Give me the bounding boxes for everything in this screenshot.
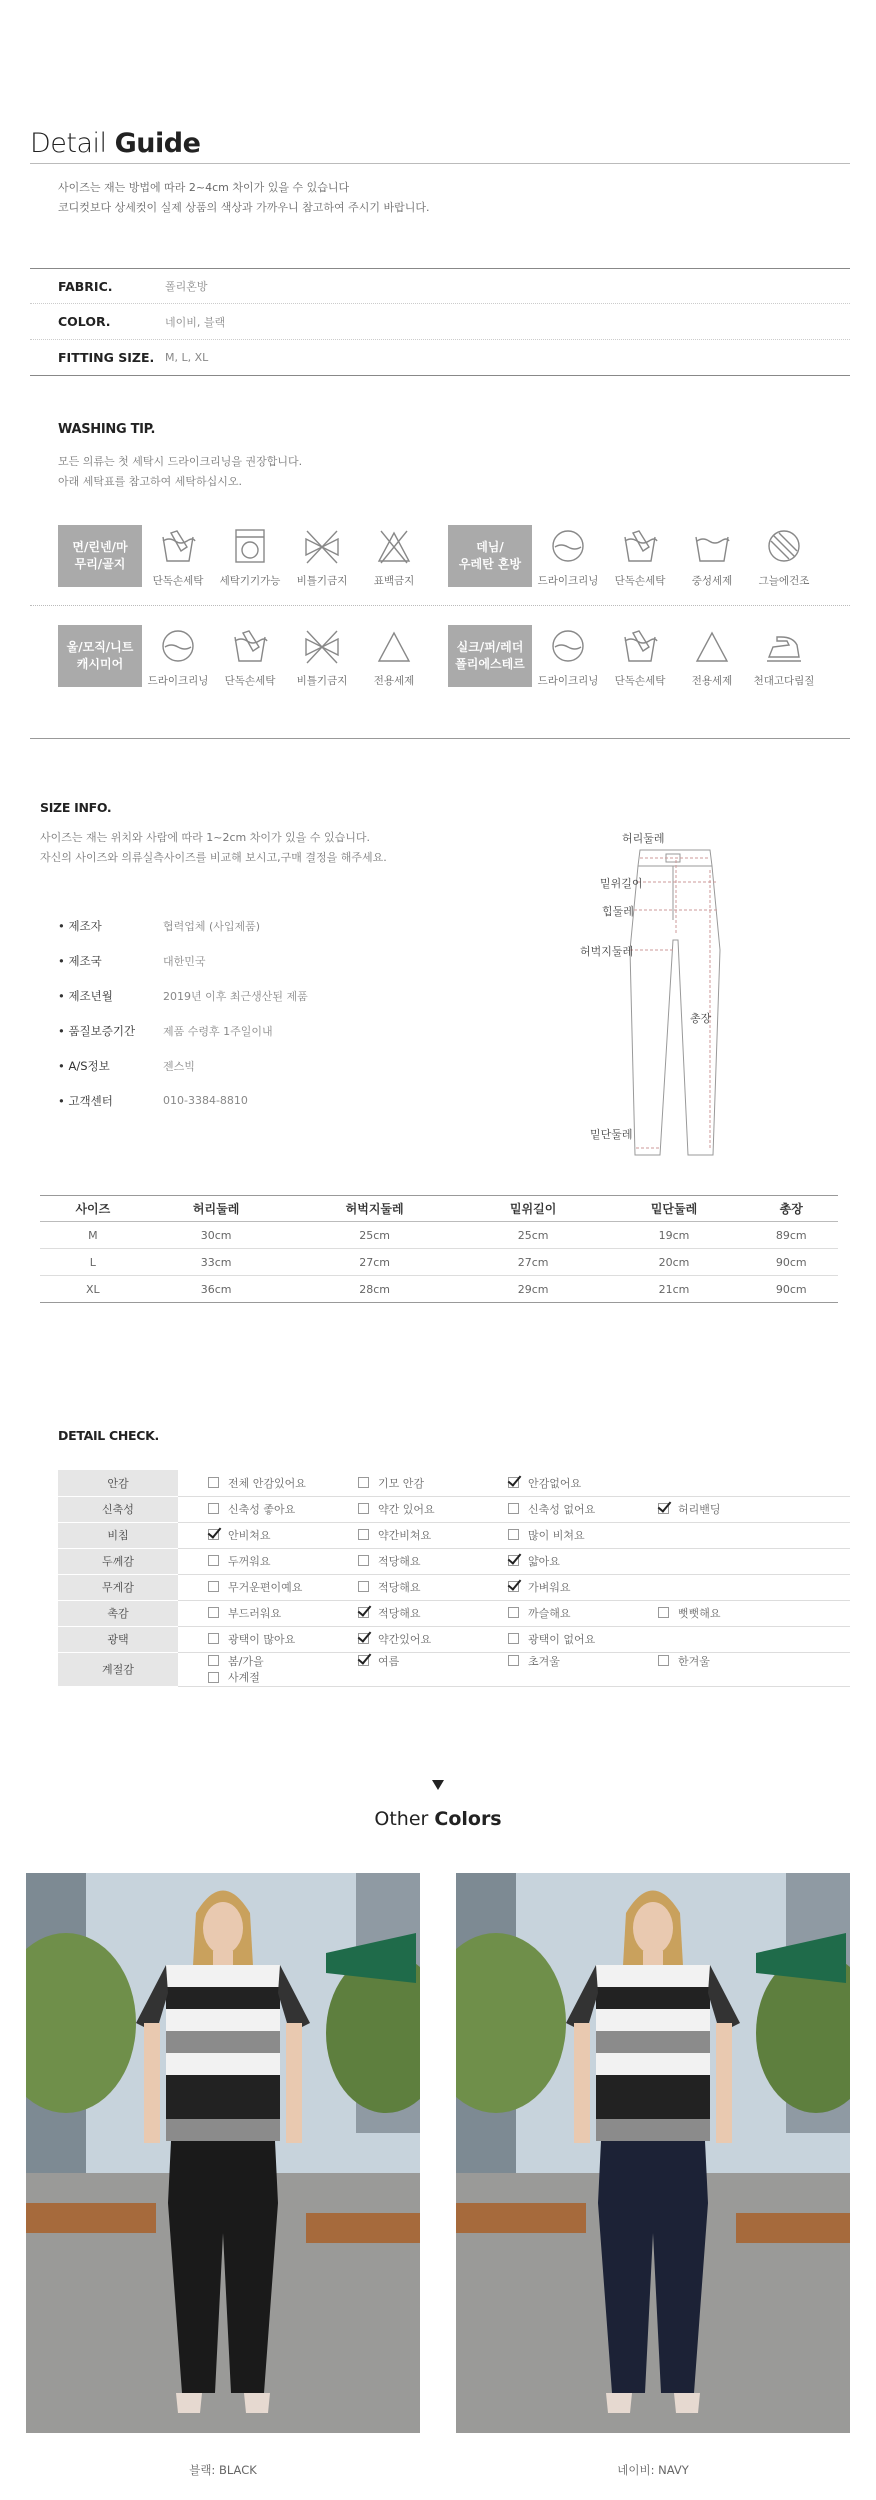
table-row [40, 1249, 838, 1276]
washing-item-label: 비틀기금지 [296, 575, 348, 587]
spec-value: 대한민국 [163, 954, 206, 968]
no-twist-icon [301, 525, 343, 567]
color-label: COLOR. [58, 314, 111, 329]
checkbox[interactable] [508, 1529, 519, 1540]
detail-check-option[interactable] [628, 1653, 758, 1669]
hand-wash-icon [157, 525, 199, 567]
detail-check-option[interactable] [178, 1527, 328, 1543]
washing-item-label: 단독손세탁 [152, 575, 204, 587]
checkbox[interactable] [208, 1529, 219, 1540]
size-table-cell: 25cm [463, 1222, 604, 1249]
table-row [40, 1222, 838, 1249]
option-label: 두꺼워요 [228, 1554, 271, 1568]
washing-item [142, 525, 214, 588]
black-caption: 블랙: BLACK [189, 2463, 257, 2477]
bench [306, 2213, 420, 2243]
spec-label: • 제조국 [58, 953, 163, 969]
washing-item-label: 단독손세탁 [614, 675, 666, 687]
washing-divider [30, 605, 850, 606]
detail-check-options [178, 1626, 850, 1652]
detail-check-option[interactable] [328, 1475, 478, 1491]
washing-text-line: 모든 의류는 첫 세탁시 드라이크리닝을 권장합니다. [58, 455, 303, 468]
top-stripe [166, 2053, 280, 2075]
black-color-photo [26, 1873, 420, 2433]
detail-check-option[interactable] [178, 1669, 278, 1685]
detail-check-option[interactable] [478, 1631, 628, 1647]
option-label: 많이 비쳐요 [528, 1528, 585, 1542]
washing-item-label: 전용세제 [691, 675, 733, 687]
detail-check-option[interactable] [178, 1501, 328, 1517]
detail-check-option[interactable] [178, 1605, 328, 1621]
detail-check-category: 촉감 [58, 1600, 178, 1626]
color-value: 네이비, 블랙 [165, 315, 226, 329]
washing-item [532, 625, 604, 688]
detail-check-category: 신축성 [58, 1496, 178, 1522]
product-spec-list [58, 908, 478, 1118]
size-info-text [40, 828, 387, 868]
option-label: 여름 [378, 1654, 400, 1668]
washing-title: WASHING TIP. [58, 422, 156, 437]
checkbox[interactable] [658, 1607, 669, 1618]
fitting-size-row [30, 340, 850, 376]
option-label: 약간비쳐요 [378, 1528, 432, 1542]
hand-wash-icon [229, 625, 271, 667]
down-arrow-icon [432, 1780, 444, 1790]
washing-item [604, 525, 676, 588]
detail-check-category: 계절감 [58, 1652, 178, 1686]
washing-item-label: 전용세제 [373, 675, 415, 687]
option-label: 광택이 없어요 [528, 1632, 596, 1646]
detail-check-options [178, 1574, 850, 1600]
top-stripe [166, 2009, 280, 2031]
detail-check-options [178, 1652, 850, 1686]
hand-wash-icon [619, 625, 661, 667]
size-table-cell: 33cm [146, 1249, 287, 1276]
size-table-cell: XL [40, 1276, 146, 1303]
spec-row [58, 1013, 478, 1048]
washing-item-label: 그늘에건조 [758, 575, 810, 587]
shade-dry-icon [763, 525, 805, 567]
detail-check-table [58, 1470, 850, 1687]
detail-check-category: 광택 [58, 1626, 178, 1652]
detail-check-option[interactable] [178, 1653, 328, 1669]
checkbox[interactable] [208, 1503, 219, 1514]
option-label: 까슬해요 [528, 1606, 571, 1620]
option-label: 안감없어요 [528, 1476, 582, 1490]
option-label: 한겨울 [678, 1654, 710, 1668]
waist-label: 허리둘레 [622, 832, 665, 845]
option-label: 기모 안감 [378, 1476, 425, 1490]
checkbox[interactable] [358, 1503, 369, 1514]
detail-check-option[interactable] [328, 1553, 478, 1569]
top-stripe [166, 2031, 280, 2053]
option-label: 봄/가을 [228, 1654, 264, 1668]
detail-check-option[interactable] [178, 1631, 328, 1647]
washing-category-label: 면/린넨/마 무리/골지 [58, 525, 142, 587]
checkbox[interactable] [358, 1581, 369, 1592]
fitting-size-value: M, L, XL [165, 351, 209, 364]
washing-item [676, 625, 748, 688]
dry-clean-icon [547, 625, 589, 667]
checkbox[interactable] [358, 1655, 369, 1666]
navy-color-photo [456, 1873, 850, 2433]
size-table-cell: 29cm [463, 1276, 604, 1303]
length-label: 총장 [690, 1012, 712, 1025]
option-label: 적당해요 [378, 1554, 421, 1568]
detail-check-category: 두께감 [58, 1548, 178, 1574]
washing-text-line: 아래 세탁표를 참고하여 세탁하십시오. [58, 475, 243, 488]
detail-check-row [58, 1496, 850, 1522]
size-table-header-cell: 사이즈 [40, 1196, 146, 1222]
option-label: 광택이 많아요 [228, 1632, 296, 1646]
detail-check-category: 비침 [58, 1522, 178, 1548]
washing-item [214, 525, 286, 588]
top-stripe [596, 2075, 710, 2097]
size-table-cell: M [40, 1222, 146, 1249]
detail-check-category: 무게감 [58, 1574, 178, 1600]
detail-check-options [178, 1496, 850, 1522]
spec-value: 제품 수령후 1주일이내 [163, 1024, 273, 1038]
spec-label: • 품질보증기간 [58, 1023, 163, 1039]
detail-check-option[interactable] [328, 1501, 478, 1517]
washing-item [142, 625, 214, 688]
detail-check-option[interactable] [178, 1475, 328, 1491]
washing-item [532, 525, 604, 588]
spec-row [58, 1048, 478, 1083]
checkbox[interactable] [358, 1477, 369, 1488]
detail-check-option[interactable] [328, 1605, 478, 1621]
detail-check-option[interactable] [478, 1653, 628, 1669]
top-stripe [596, 1965, 710, 1987]
face [633, 1902, 673, 1954]
top-stripe [166, 1987, 280, 2009]
washing-item-label: 단독손세탁 [614, 575, 666, 587]
hip-label: 힙둘레 [602, 905, 634, 918]
special-detergent-icon [691, 625, 733, 667]
size-table [40, 1195, 838, 1303]
size-table-cell: 25cm [287, 1222, 463, 1249]
other-colors-title: Other Colors [374, 1808, 502, 1830]
checkbox[interactable] [208, 1581, 219, 1592]
arm [574, 2023, 590, 2143]
checkbox[interactable] [508, 1503, 519, 1514]
spec-value: 협력업체 (사입제품) [163, 919, 261, 933]
washing-item [748, 525, 820, 588]
option-label: 부드러워요 [228, 1606, 282, 1620]
washing-category-label: 울/모직/니트 캐시미어 [58, 625, 142, 687]
washing-item-label: 드라이크리닝 [147, 675, 209, 687]
shoe [606, 2393, 632, 2413]
arm [716, 2023, 732, 2143]
option-label: 뻣뻣해요 [678, 1606, 721, 1620]
washing-category-label: 데님/ 우레탄 혼방 [448, 525, 532, 587]
arm [144, 2023, 160, 2143]
arm [286, 2023, 302, 2143]
washing-item-label: 단독손세탁 [224, 675, 276, 687]
checkbox[interactable] [208, 1655, 219, 1666]
size-table-header-cell: 허벅지둘레 [287, 1196, 463, 1222]
face [203, 1902, 243, 1954]
detail-check-option[interactable] [478, 1501, 628, 1517]
detail-check-row [58, 1522, 850, 1548]
option-label: 가벼워요 [528, 1580, 571, 1594]
spec-value: 2019년 이후 최근생산된 제품 [163, 989, 308, 1003]
intro-line: 사이즈는 재는 방법에 따라 2~4cm 차이가 있을 수 있습니다 [58, 181, 350, 194]
size-table-header [40, 1196, 838, 1222]
bench [456, 2203, 586, 2233]
washing-item-label: 드라이크리닝 [537, 675, 599, 687]
spec-label: • 제조년월 [58, 988, 163, 1004]
dry-clean-icon [547, 525, 589, 567]
shoe [176, 2393, 202, 2413]
detail-check-row [58, 1470, 850, 1496]
size-table-cell: 90cm [744, 1249, 838, 1276]
detail-check-options [178, 1470, 850, 1496]
size-table-cell: L [40, 1249, 146, 1276]
detail-check-option[interactable] [328, 1579, 478, 1595]
size-table-header-cell: 밑단둘레 [604, 1196, 745, 1222]
detail-check-option[interactable] [328, 1527, 478, 1543]
checkbox[interactable] [508, 1555, 519, 1566]
detail-check-row [58, 1652, 850, 1686]
size-table-cell: 36cm [146, 1276, 287, 1303]
table-row [40, 1276, 838, 1303]
detail-check-options [178, 1600, 850, 1626]
dry-clean-icon [157, 625, 199, 667]
size-table-cell: 90cm [744, 1276, 838, 1303]
fabric-label: FABRIC. [58, 278, 113, 294]
washing-item [286, 625, 358, 688]
size-table-header-cell: 허리둘레 [146, 1196, 287, 1222]
checkbox[interactable] [208, 1607, 219, 1618]
size-info-text-line: 사이즈는 재는 위치와 사람에 따라 1~2cm 차이가 있을 수 있습니다. [40, 831, 370, 844]
fabric-value: 폴리혼방 [165, 280, 208, 293]
shoe [674, 2393, 700, 2413]
pants-measurement-diagram [560, 830, 760, 1170]
bench [26, 2203, 156, 2233]
washing-category-label: 실크/퍼/레더 폴리에스테르 [448, 625, 532, 687]
no-twist-icon [301, 625, 343, 667]
detail-check-option[interactable] [328, 1631, 478, 1647]
detail-check-row [58, 1548, 850, 1574]
option-label: 신축성 없어요 [528, 1502, 596, 1516]
spec-row [58, 908, 478, 943]
detail-check-option[interactable] [478, 1527, 628, 1543]
checkbox[interactable] [358, 1607, 369, 1618]
washing-row-1 [58, 525, 850, 588]
hand-wash-icon [619, 525, 661, 567]
top-stripe [596, 1987, 710, 2009]
washing-machine-icon [229, 525, 271, 567]
shoe [244, 2393, 270, 2413]
bench [736, 2213, 850, 2243]
spec-label: • A/S정보 [58, 1058, 163, 1074]
top-stripe [166, 1965, 280, 1987]
detail-check-option[interactable] [478, 1553, 628, 1569]
fitting-size-label: FITTING SIZE. [58, 350, 155, 365]
top-stripe [596, 2031, 710, 2053]
option-label: 안비쳐요 [228, 1528, 271, 1542]
detail-check-category: 안감 [58, 1470, 178, 1496]
size-table-cell: 19cm [604, 1222, 745, 1249]
option-label: 초겨울 [528, 1654, 560, 1668]
special-detergent-icon [373, 625, 415, 667]
spec-row [58, 1083, 478, 1118]
detail-check-row [58, 1626, 850, 1652]
detail-check-option[interactable] [478, 1605, 628, 1621]
washing-section-divider [30, 738, 850, 739]
spec-value: 젠스빅 [163, 1059, 195, 1073]
washing-item [358, 625, 430, 688]
top-stripe [596, 2119, 710, 2141]
top-stripe [596, 2097, 710, 2119]
size-table-cell: 28cm [287, 1276, 463, 1303]
checkbox[interactable] [658, 1655, 669, 1666]
checkbox[interactable] [508, 1633, 519, 1644]
option-label: 적당해요 [378, 1606, 421, 1620]
option-label: 전체 안감있어요 [228, 1476, 306, 1490]
fabric-info-table [30, 268, 850, 376]
size-table-cell: 27cm [287, 1249, 463, 1276]
size-table-cell: 20cm [604, 1249, 745, 1276]
detail-check-options [178, 1522, 850, 1548]
washing-item-label: 드라이크리닝 [537, 575, 599, 587]
no-bleach-icon [373, 525, 415, 567]
rise-label: 밑위길이 [600, 877, 643, 890]
option-label: 허리밴딩 [678, 1502, 721, 1516]
washing-item-label: 비틀기금지 [296, 675, 348, 687]
detail-check-title: DETAIL CHECK. [58, 1428, 159, 1443]
washing-row-2 [58, 625, 850, 688]
checkbox[interactable] [208, 1672, 219, 1683]
detail-check-option[interactable] [628, 1605, 758, 1621]
detail-check-row [58, 1600, 850, 1626]
thigh-label: 허벅지둘레 [580, 945, 634, 958]
size-table-header-cell: 밑위길이 [463, 1196, 604, 1222]
size-table-cell: 30cm [146, 1222, 287, 1249]
intro-text [58, 178, 430, 218]
washing-item [748, 625, 820, 688]
top-stripe [166, 2119, 280, 2141]
size-table-header-cell: 총장 [744, 1196, 838, 1222]
checkbox[interactable] [358, 1529, 369, 1540]
detail-check-option[interactable] [478, 1475, 628, 1491]
washing-item-label: 표백금지 [373, 575, 415, 587]
size-info-text-line: 자신의 사이즈와 의류실측사이즈를 비교해 보시고,구매 결정을 해주세요. [40, 851, 387, 864]
size-table-cell: 27cm [463, 1249, 604, 1276]
option-label: 약간 있어요 [378, 1502, 435, 1516]
washing-item [286, 525, 358, 588]
spec-value: 010-3384-8810 [163, 1094, 248, 1107]
size-table-cell: 21cm [604, 1276, 745, 1303]
navy-caption: 네이비: NAVY [617, 2463, 689, 2477]
spec-label: • 고객센터 [58, 1093, 163, 1109]
option-label: 신축성 좋아요 [228, 1502, 296, 1516]
top-stripe [166, 2097, 280, 2119]
washing-item [214, 625, 286, 688]
detail-check-option[interactable] [328, 1653, 478, 1669]
washing-item [358, 525, 430, 588]
checkbox[interactable] [208, 1477, 219, 1488]
option-label: 적당해요 [378, 1580, 421, 1594]
top-stripe [596, 2053, 710, 2075]
washing-item-label: 천대고다림질 [753, 675, 815, 687]
washing-text [58, 452, 302, 492]
spec-label: • 제조자 [58, 918, 163, 934]
checkbox[interactable] [358, 1555, 369, 1566]
option-label: 약간있어요 [378, 1632, 432, 1646]
detail-check-option[interactable] [178, 1553, 328, 1569]
option-label: 무거운편이예요 [228, 1580, 303, 1594]
detail-check-option[interactable] [478, 1579, 628, 1595]
detail-check-option[interactable] [628, 1501, 758, 1517]
checkbox[interactable] [208, 1555, 219, 1566]
size-table-cell: 89cm [744, 1222, 838, 1249]
washing-item [676, 525, 748, 588]
checkbox[interactable] [508, 1581, 519, 1592]
spec-row [58, 943, 478, 978]
checkbox[interactable] [508, 1607, 519, 1618]
option-label: 사계절 [228, 1671, 260, 1684]
spec-row [58, 978, 478, 1013]
checkbox[interactable] [658, 1503, 669, 1514]
neutral-wash-icon [691, 525, 733, 567]
checkbox[interactable] [508, 1655, 519, 1666]
page-title: Detail Guide [30, 128, 201, 159]
title-divider [30, 163, 850, 164]
checkbox[interactable] [208, 1633, 219, 1644]
top-stripe [166, 2075, 280, 2097]
washing-item-label: 세탁기기가능 [219, 575, 281, 587]
fabric-row [30, 268, 850, 304]
iron-cloth-icon [763, 625, 805, 667]
hem-label: 밑단둘레 [590, 1128, 633, 1141]
detail-check-options [178, 1548, 850, 1574]
checkbox[interactable] [358, 1633, 369, 1644]
intro-line: 코디컷보다 상세컷이 실제 상품의 색상과 가까우니 참고하여 주시기 바랍니다. [58, 201, 430, 214]
checkbox[interactable] [508, 1477, 519, 1488]
top-stripe [596, 2009, 710, 2031]
detail-check-row [58, 1574, 850, 1600]
detail-check-option[interactable] [178, 1579, 328, 1595]
option-label: 얇아요 [528, 1554, 560, 1568]
washing-item [604, 625, 676, 688]
washing-item-label: 중성세제 [691, 575, 733, 587]
color-row [30, 304, 850, 340]
size-info-title: SIZE INFO. [40, 800, 112, 815]
